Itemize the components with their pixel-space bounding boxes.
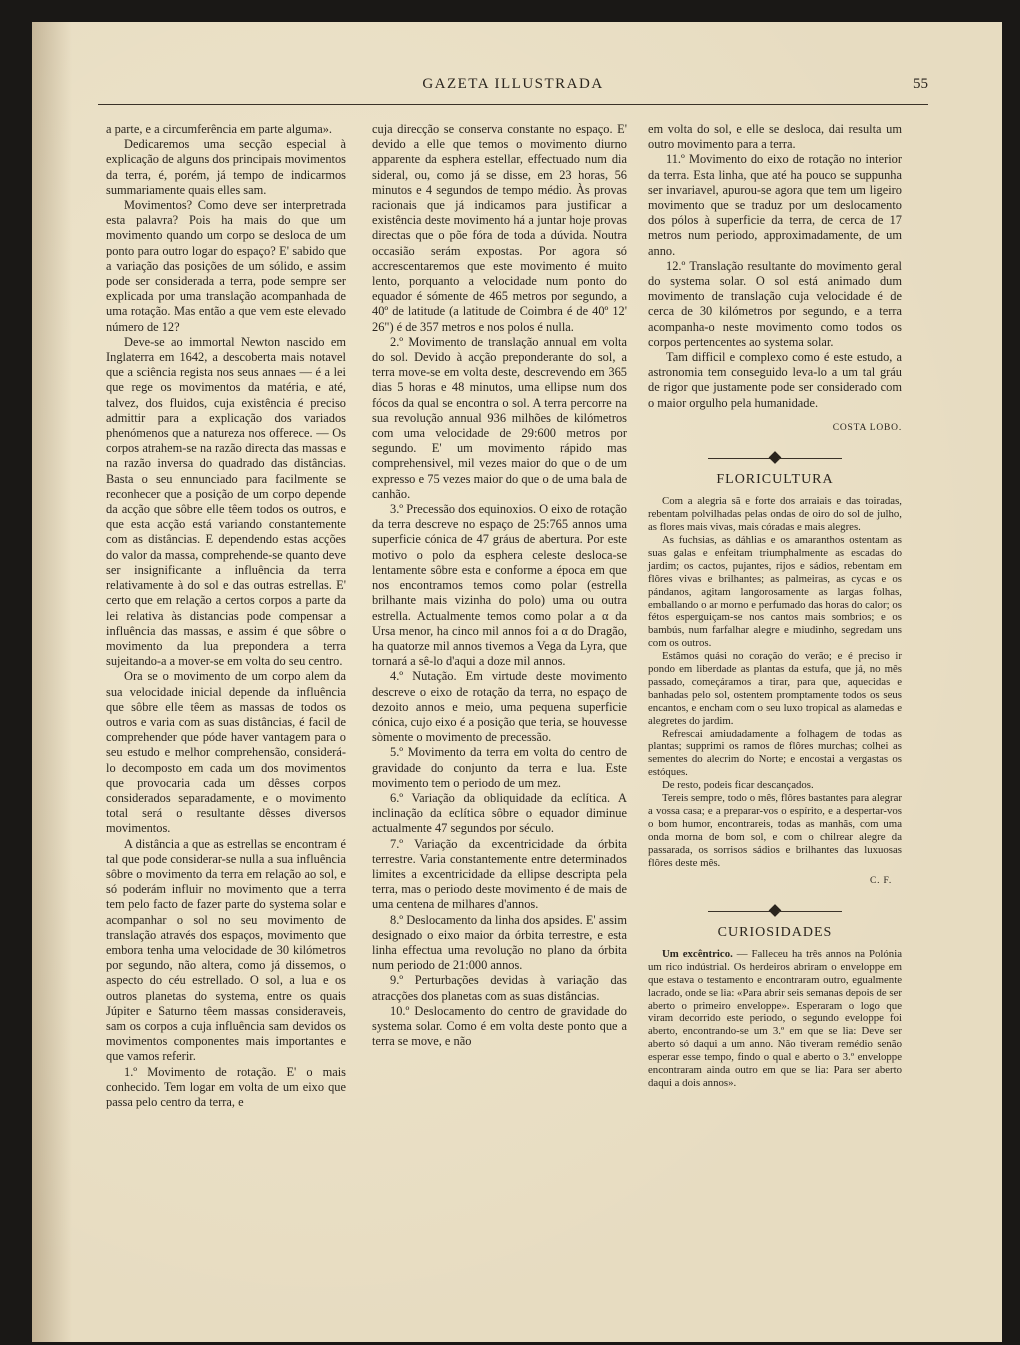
article-text: — Falleceu ha três annos na Polónia um rico indústrial. Os herdeiros abriram o enveloppe em que estava o testamento e encontraram outro, egualmente lacrado, onde se lia: «Para abrir seis semanas depois de ser aberto o primeiro enveloppe». Esperaram o logo que viram decorrido este periodo, o segundo eveloppe foi aberto, encontrando-se um 3.º em que se lia: Deve ser aberto só daqui a um anno. Não tiveram remédio senão esperar esse tempo, findo o qual e aberto o 3.º enveloppe encontraram ainda outro em que se lia: Para ser aberto daqui a dois annos».	[648, 947, 902, 1090]
floricultura-body	[648, 495, 902, 869]
paragraph: Com a alegria sã e forte dos arraiais e das toiradas, rebentam polvilhadas pelas ondas de oiro do sol de julho, as flores mais vivas, mais córadas e mais alegres.	[648, 495, 902, 534]
paragraph: Tam difficil e complexo como é este estudo, a astronomia tem conseguido leva-lo a um tal gráu de rigor que justamente pode ser considerado com o maior orgulho pela humanidade.	[648, 350, 902, 410]
paragraph: a parte, e a circumferência em parte alguma».	[106, 122, 332, 136]
article-lead: Um excêntrico.	[662, 947, 733, 960]
paragraph: Estâmos quási no coração do verão; e é preciso ir pondo em liberdade as plantas da estufa, que já, no mês passado, começáramos a tirar, para que, aquecidas e banhadas pelo sol, ostentem promptamente todos os seus encantos, e encham com o seu luxo tropical as alamedas e alegretes do jardim.	[648, 650, 902, 727]
paragraph: Refrescai amiudadamente a folhagem de todas as plantas; supprimi os ramos de flôres murchas; colhei as sementes do alecrim do Norte; e encostai a vergastas os estóques.	[648, 727, 902, 779]
paragraph: 12.º Translação resultante do movimento geral do systema solar. O sol está animado dum movimento de translação cuja velocidade é de cerca de 30 kilómetros por segundo, e a terra acompanha-o neste movimento como todos os corpos pertencentes ao systema solar.	[648, 258, 902, 349]
column-2	[372, 122, 627, 1049]
paragraph: 10.º Deslocamento do centro de gravidade do systema solar. Como é em volta deste ponto que a terra se move, e não	[372, 1003, 627, 1049]
paragraph: 2.º Movimento de translação annual em volta do sol. Devido à acção preponderante do sol, a terra move-se em volta deste, descrevendo em 365 dias 5 horas e 48 minutos, uma ellipse num dos fócos da qual se encontra o sol. A terra percorre na sua revolução annual 936 milhões de kilómetros com uma velocidade de 29:600 metros por segundo. E' um movimento rápido mas comprehensivel, mil vezes maior do que o de um expresso e 75 vezes maior do que o de uma bala de canhão.	[372, 334, 627, 501]
paragraph: Deve-se ao immortal Newton nascido em Inglaterra em 1642, a descoberta mais notavel que a sciência regista nos seus annaes — é a lei que rege os movimentos da matéria, e até, talvez, dos fluidos, cuja existência é preciso admittir para a explicação dos variados phenómenos que a natureza nos offerece. — Os corpos atrahem-se na razão directa das massas e na razão inversa do quadrado das distâncias. Basta o seu ennunciado para facilmente se reconhecer que a posição de um corpo depende da acção que sôbre elle têem todos os outros, e que esta acção está variando constantemente com as distâncias. E dependendo estas acções do valor da massa, comprehende-se quanto deve ser insignificante a influência da terra relativamente à do sol e das outras estrellas. E' certo que em relação a certos corpos a parte da lei relativa às distancias pode compensar a influência das massas, e assim é que sôbre o movimento da lua prepondera a terra sujeitando-a a mover-se em volta do seu centro.	[106, 334, 346, 669]
page-header	[98, 76, 928, 100]
page-number: 55	[913, 76, 928, 92]
masthead: GAZETA ILLUSTRADA	[422, 76, 604, 92]
paragraph: Ora se o movimento de um corpo alem da sua velocidade inicial depende da influência que sôbre elle têem as massas de todos os outros e varia com as suas distâncias, é facil de comprehender que póde haver vantagem para o seu estudo e melhor comprehensão, considerá-lo decomposto em cada um dos movimentos que provocaria cada um dêsses corpos considerados separadamente, e o movimento total será o resultante dêsses diversos movimentos.	[106, 669, 346, 836]
paragraph: Dedicaremos uma secção especial à explicação de alguns dos principais movimentos da terra, é, porém, já tempo de indicarmos summariamente quais elles sam.	[106, 137, 346, 197]
column-1	[106, 122, 346, 1110]
newspaper-page	[32, 22, 1002, 1342]
paragraph: 7.º Variação da excentricidade da órbita terrestre. Varia constantemente entre determinados limites a excentricidade da ellipse descripta pela terra, mas o periodo deste movimento é de mais de uma centena de milhares d'annos.	[372, 836, 627, 912]
section-title-curiosidades: CURIOSIDADES	[717, 924, 833, 940]
paragraph: 9.º Perturbações devidas à variação das atracções dos planetas com as suas distâncias.	[372, 973, 627, 1003]
section-divider	[648, 905, 902, 919]
paragraph: A distância a que as estrellas se encontram é tal que pode considerar-se nulla a sua influência sôbre o movimento da terra em relação ao sol, e só poderám influir no movimento que a terra tem pelo facto de fazer parte do systema solar e acompanhar o sol no seu movimento de translação através dos espaços, movimento que embora tenha uma velocidade de 30 kilómetros por segundo, não altera, como já dissemos, o aspecto do céu estrellado. O sol, a lua e os outros planetas do systema, entre os quais Júpiter e Saturno têem massas consideraveis, sam os corpos a cuja influência sam devidos os movimentos componentes mais importantes e que vamos referir.	[106, 836, 346, 1064]
curiosidades-body	[648, 948, 902, 1090]
paragraph: 8.º Deslocamento da linha dos apsides. E' assim designado o eixo maior da órbita terrestre, e esta linha effectua uma revolução no plano da órbita num periodo de 21:000 annos.	[372, 912, 627, 973]
section-divider	[648, 452, 902, 466]
floricultura-signature: C. F.	[870, 875, 892, 886]
divider-line	[708, 458, 772, 459]
paragraph: 6.º Variação da obliquidade da eclítica. A inclinação da eclítica sôbre o equador diminue actualmente 47 segundos por século.	[372, 790, 627, 836]
paragraph: Tereis sempre, todo o mês, flôres bastantes para alegrar a vossa casa; e a preparar-vos o espírito, e a despertar-vos o bom humor, encontrareis, todas as manhãs, com uma onda morna de bom sol, e com o chilrear alegre da passarada, os sorrisos sádios e brilhantes das luxuosas flôres deste mês.	[648, 792, 902, 869]
paragraph: 1.º Movimento de rotação. E' o mais conhecido. Tem logar em volta de um eixo que passa pelo centro da terra, e	[106, 1064, 346, 1109]
paragraph: As fuchsias, as dáhlias e os amaranthos ostentam as suas galas e enfeitam triumphalmente as escadas do jardim; os cactos, pujantes, rijos e sádios, rebentam em flôres vivas e brilhantes; as palmeiras, as cycas e os pándanos, agitam langorosamente as largas folhas, emballando o ar morno e perfumado das horas do calor; os fétos esperguiçam-se nos cantos mais sombrios; e os bambús, num farfalhar alegre e miudinho, segredam uns com os outros.	[648, 533, 902, 650]
divider-line	[778, 458, 842, 459]
section-title-floricultura: FLORICULTURA	[716, 472, 834, 488]
divider-line	[708, 911, 772, 912]
paragraph: De resto, podeis ficar descançados.	[662, 779, 814, 792]
paragraph: 11.º Movimento do eixo de rotação no interior da terra. Esta linha, que até ha pouco se suppunha ser invariavel, apurou-se agora que tem um ligeiro movimento que se traduz por um deslocamento dos pólos à superficie da terra, de cerca de 17 metros num periodo, approximadamente, de um anno.	[648, 152, 902, 258]
paragraph	[648, 948, 902, 1090]
paragraph: 4.º Nutação. Em virtude deste movimento descreve o eixo de rotação da terra, no espaço de dezoito annos e meio, uma pequena superficie cónica, cujo eixo é a posição que teria, se houvesse sòmente o movimento de precessão.	[372, 669, 627, 745]
paragraph: cuja direcção se conserva constante no espaço. E' devido a elle que temos o movimento diurno apparente da esphera estellar, effectuado num dia sideral, ou, como já se disse, em 23 horas, 56 minutos e 4 segundos de tempo médio. Às provas racionais que já indicamos para justificar a existência deste movimento há a juntar hoje provas directas que o põe fóra de toda a dúvida. Noutra occasião serám expostas. Por agora só accrescentaremos que este movimento é muito lento, porquanto a velocidade num ponto do equador é sómente de 465 metros por segundo, a 40º de latitude (a latitude de Coimbra é de 40º 12' 26") é de 357 metros e nos polos é nulla.	[372, 122, 627, 334]
column-3	[648, 122, 902, 1090]
header-rule	[98, 104, 928, 105]
author-signature: COSTA LOBO.	[832, 422, 902, 433]
paragraph: em volta do sol, e elle se desloca, dai resulta um outro movimento para a terra.	[648, 122, 902, 152]
paragraph: 5.º Movimento da terra em volta do centro de gravidade do conjunto da terra e lua. Este movimento tem o periodo de um mez.	[372, 745, 627, 790]
paragraph: 3.º Precessão dos equinoxios. O eixo de rotação da terra descreve no espaço de 25:765 annos uma superficie cónica de 47 gráus de abertura. Por este motivo o polo da esphera celeste desloca-se lentamente sôbre esta e conforme a época em que nos encontramos temos como polar (estrella brilhante mais vizinha do polo) uma ou outra estrella. Actualmente temos como polar a α da Ursa menor, ha cinco mil annos foi a α do Dragão, ha quatorze mil annos tivemos a Vega da Lyra, que tornará a sê-lo d'aqui a doze mil annos.	[372, 502, 627, 669]
paragraph: Movimentos? Como deve ser interpretrada esta palavra? Pois ha mais do que um movimento quando um corpo se desloca de um ponto para outro logar do espaço? E' sabido que a variação das posições de um sólido, e assim pode ser considerada a terra, pode sempre ser explicada por uma translação acompanhada de uma rotação. Mas então a que vem este elevado número de 12?	[106, 198, 346, 334]
divider-line	[778, 911, 842, 912]
